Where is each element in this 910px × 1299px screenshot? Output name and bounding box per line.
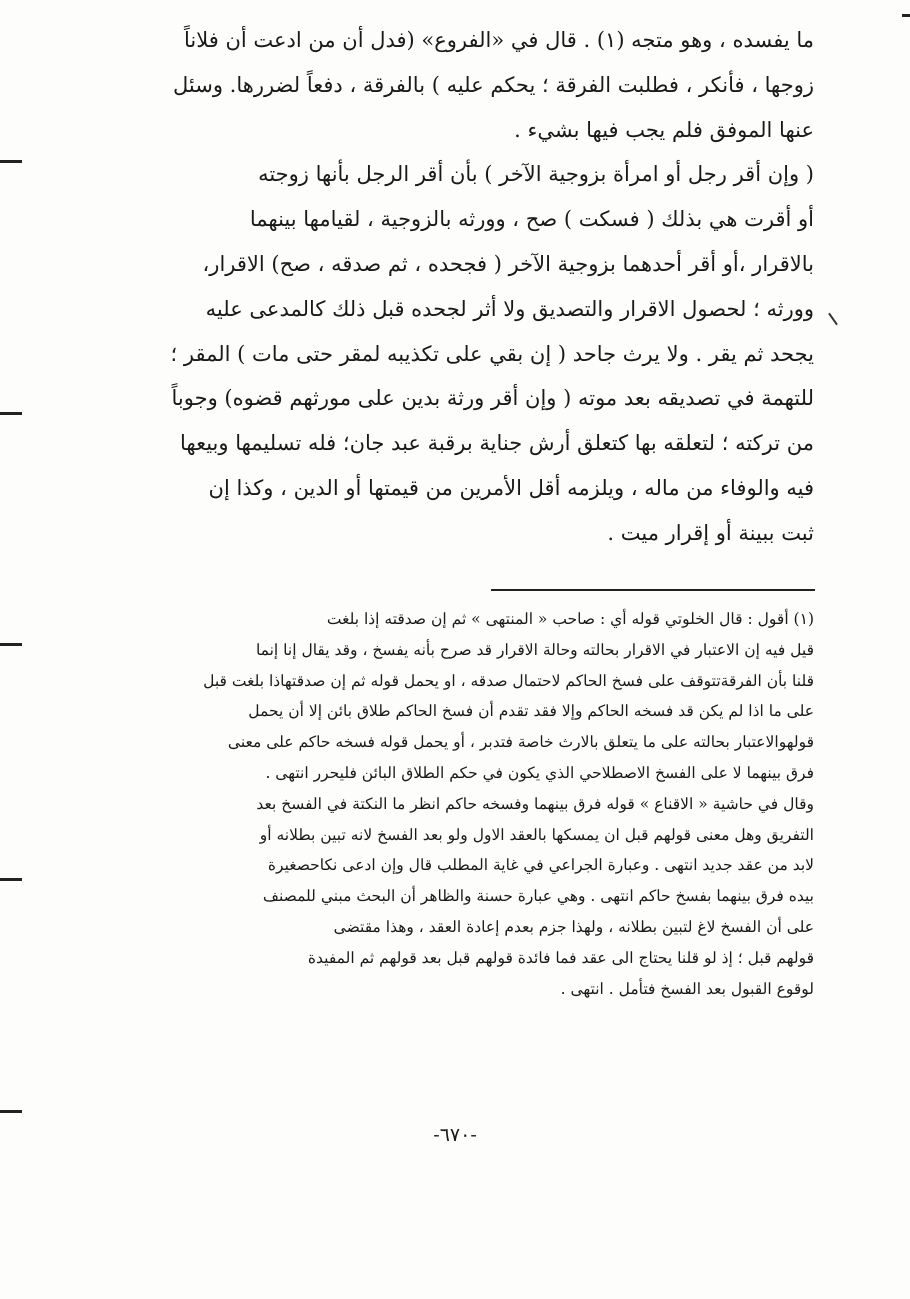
footnote-line: لابد من عقد جديد انتهى . وعبارة الجراعي في غاية المطلب قال وإن ادعى نكاحصغيرة [267,856,814,875]
footnote-line: فرق بينهما لا على الفسخ الاصطلاحي الذي يكون في حكم الطلاق البائن فليحرر انتهى . [265,763,814,782]
footnotes [96,604,814,1004]
footnote-line: (١) أقول : قال الخلوتي قوله أي : صاحب « المنتهى » ثم إن صدقته إذا بلغت [326,610,814,628]
text-line: يجحد ثم يقر . ولا يرث جاحد ( إن بقي على تكذيبه لمقر حتى مات ) المقر ؛ [170,341,814,366]
text-line: من تركته ؛ لتعلقه بها كتعلق أرش جناية برقبة عبد جان؛ فله تسليمها وبيعها [180,431,814,456]
text-line: ثبت ببينة أو إقرار ميت . [607,520,814,545]
footnote-line: على ما اذا لم يكن قد فسخه الحاكم وإلا فقد تقدم أن فسخ الحاكم طلاق بائن إلا أن يحمل [248,702,814,721]
footnote-line: لوقوع القبول بعد الفسخ فتأمل . انتهى . [560,979,814,998]
scan-mark [0,412,22,415]
scan-mark [0,1110,22,1113]
footnote-line: قولهوالاعتبار بحالته على ما يتعلق بالارث خاصة فتدبر ، أو يحمل قوله فسخه حاكم على معنى [227,733,814,752]
text-line: وورثه ؛ لحصول الاقرار والتصديق ولا أثر لجحده قبل ذلك كالمدعى عليه [205,296,814,321]
text-line: ما يفسده ، وهو متجه (١) . قال في «الفروع» (فدل أن من ادعت أن فلاناً [183,28,814,52]
scan-mark [902,14,910,17]
scan-mark [0,643,22,646]
text-line: بالاقرار ،أو أقر أحدهما بزوجية الآخر ( فجحده ، ثم صدقه ، صح) الاقرار، [202,251,814,276]
scan-mark [0,878,22,881]
footnote-line: وقال في حاشية « الاقناع » قوله فرق بينهما وفسخه حاكم انظر ما النكتة في الفسخ بعد [256,794,814,813]
footnote-line: قلنا بأن الفرقةتتوقف على فسخ الحاكم لاحتمال صدقه ، او يحمل قوله ثم إن صدقتهاذا بلغت قبل [203,671,814,690]
text-line: أو أقرت هي بذلك ( فسكت ) صح ، وورثه بالزوجية ، لقيامها بينهما [249,207,814,232]
scan-speck [828,313,838,326]
text-line: زوجها ، فأنكر ، فطلبت الفرقة ؛ يحكم عليه ) بالفرقة ، دفعاً لضررها. وسئل [173,72,814,97]
text-line: عنها الموفق فلم يجب فيها بشيء . [514,117,814,142]
footnote-line: بيده فرق بينهما بفسخ حاكم انتهى . وهي عبارة حسنة والظاهر أن البحث مبني للمصنف [262,887,814,906]
text-line: فيه والوفاء من ماله ، ويلزمه أقل الأمرين من قيمتها أو الدين ، وكذا إن [208,475,814,500]
footnote-line: التفريق وهل معنى قولهم قبل ان يمسكها بالعقد الاول ولو بعد الفسخ لانه تبين بطلانه أو [259,825,814,844]
main-text [96,18,814,556]
text-line: للتهمة في تصديقه بعد موته ( وإن أقر ورثة بدين على مورثهم قضوه) وجوباً [171,386,814,411]
scan-mark [0,160,22,163]
page-number: -٦٧٠- [433,1124,477,1146]
footnote-line: قيل فيه إن الاعتبار في الاقرار بحالته وحالة الاقرار قد صرح بأنه يفسخ ، وقد يقال إنا إنما [255,640,814,659]
footnote-line: قولهم قبل ؛ إذ لو قلنا يحتاج الى عقد فما فائدة قولهم قبل بعد قولهم ثم المفيدة [307,948,814,967]
footnote-separator [491,589,815,591]
footnote-line: على أن الفسخ لاغ لتبين بطلانه ، ولهذا جزم بعدم إعادة العقد ، وهذا مقتضى [333,917,814,936]
text-line: ( وإن أقر رجل أو امرأة بزوجية الآخر ) بأن أقر الرجل بأنها زوجته [258,162,814,187]
